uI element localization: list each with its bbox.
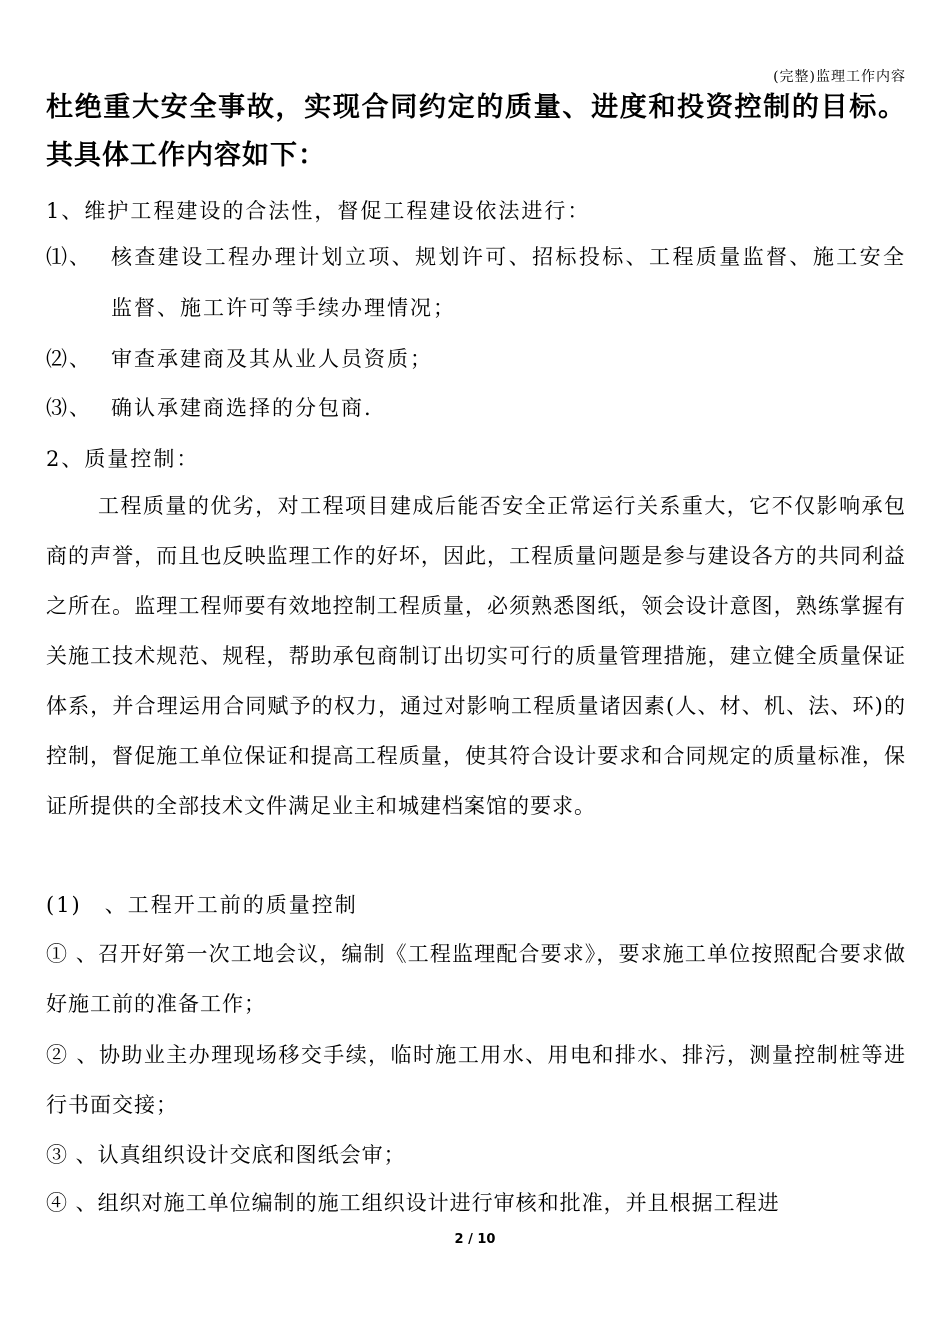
item-number: ⑶、 [46, 396, 92, 420]
item-text: 审查承建商及其从业人员资质； [111, 347, 433, 371]
step-4: ④ 、组织对施工单位编制的施工组织设计进行审核和批准，并且根据工程进 [46, 1191, 780, 1215]
item-number: ⑵、 [46, 347, 92, 371]
item-text: 核查建设工程办理计划立项、规划许可、招标投标、工程质量监督、施工安全监督、施工许可等手续办理情况； [111, 245, 906, 320]
item-number: ⑴、 [46, 245, 92, 269]
section-1-heading: 1、维护工程建设的合法性，督促工程建设依法进行： [46, 199, 591, 223]
intro-paragraph: 杜绝重大安全事故，实现合同约定的质量、进度和投资控制的目标。其具体工作内容如下： [46, 92, 906, 171]
section-2-heading: 2、质量控制： [46, 447, 200, 471]
section-1-item-1 [46, 232, 906, 334]
step-1: ① 、召开好第一次工地会议，编制《工程监理配合要求》，要求施工单位按照配合要求做好施工前的准备工作； [46, 942, 906, 1016]
step-2: ② 、协助业主办理现场移交手续，临时施工用水、用电和排水、排污，测量控制桩等进行书面交接； [46, 1043, 906, 1117]
item-text: 确认承建商选择的分包商. [111, 396, 373, 420]
section-1-item-3 [46, 383, 906, 434]
pre-construction-subheading: (1) 、工程开工前的质量控制 [46, 893, 358, 917]
step-3: ③ 、认真组织设计交底和图纸会审； [46, 1143, 406, 1167]
quality-control-paragraph: 工程质量的优劣，对工程项目建成后能否安全正常运行关系重大，它不仅影响承包商的声誉，而且也反映监理工作的好坏，因此，工程质量问题是参与建设各方的共同利益之所在。监理工程师要有效地控制工程质量，必须熟悉图纸，领会设计意图，熟练掌握有关施工技术规范、规程，帮助承包商制订出切实可行的质量管理措施，建立健全质量保证体系，并合理运用合同赋予的权力，通过对影响工程质量诸因素(人、材、机、法、环)的控制，督促施工单位保证和提高工程质量，使其符合设计要求和合同规定的质量标准，保证所提供的全部技术文件满足业主和城建档案馆的要求。 [46, 494, 906, 818]
document-header-title: (完整)监理工作内容 [773, 69, 906, 85]
page-number: 2 / 10 [454, 1232, 496, 1247]
section-1-item-2 [46, 334, 906, 385]
